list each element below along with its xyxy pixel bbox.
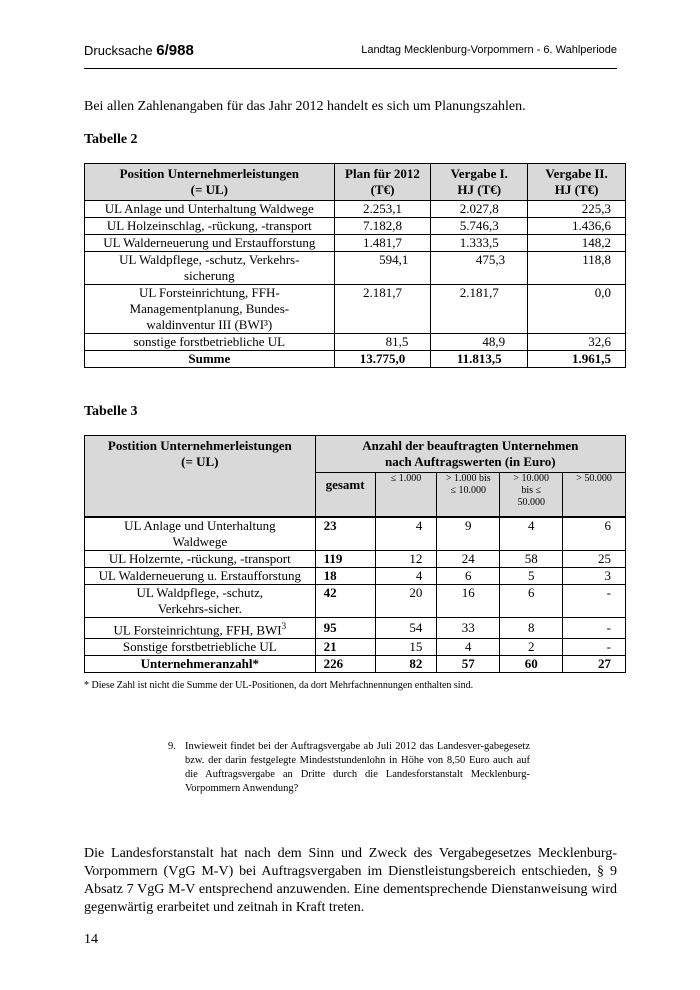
table-row — [85, 638, 626, 655]
table3-cell: UL Anlage und Unterhaltung Waldwege — [85, 517, 316, 551]
table-row — [85, 218, 626, 235]
table2-total-cell: Summe — [85, 351, 335, 368]
footnote: * Diese Zahl ist nicht die Summe der UL-Positionen, da dort Mehrfachnennungen enthalten sind. — [84, 680, 474, 691]
table3-cell: 12 — [375, 550, 437, 567]
table3-cell: UL Walderneuerung u. Erstaufforstung — [85, 567, 316, 584]
table3-total-cell: 57 — [437, 655, 500, 672]
table-row — [85, 517, 626, 551]
table3-cell — [85, 617, 316, 638]
question-text: Inwieweit findet bei der Auftragsvergabe ab Juli 2012 das Landesver-gabegesetz bzw. der darin festgelegte Mindeststundenlohn in Höhe von 8,50 Euro auch auf die Auftragsvergabe an Dritte durch die Landesforstanstalt Mecklenburg-Vorpommern Anwendung? — [185, 741, 530, 794]
table3-cell: 20 — [375, 584, 437, 617]
table2-total-cell: 13.775,0 — [334, 351, 431, 368]
table3-cell: 16 — [437, 584, 500, 617]
table2-cell: 48,9 — [431, 334, 528, 351]
table3-cell: 4 — [375, 567, 437, 584]
table3-subheader: > 10.000 bis ≤ 50.000 — [500, 473, 563, 517]
intro-paragraph: Bei allen Zahlenangaben für das Jahr 2012 handelt es sich um Planungszahlen. — [84, 99, 526, 114]
table2-cell: UL Waldpflege, -schutz, Verkehrs-sicherung — [85, 252, 335, 285]
table2-cell: 2.181,7 — [334, 285, 431, 334]
table-row — [85, 201, 626, 218]
table3-header-position: Postition Unternehmerleistungen (= UL) — [85, 436, 316, 517]
table2-cell: 1.481,7 — [334, 235, 431, 252]
table3-total-cell: 60 — [500, 655, 563, 672]
table2-cell: UL Anlage und Unterhaltung Waldwege — [85, 201, 335, 218]
table2-header-position: Position Unternehmerleistungen (= UL) — [85, 164, 335, 201]
document-reference — [84, 42, 194, 59]
table3-cell: 5 — [500, 567, 563, 584]
table2-cell: 118,8 — [528, 252, 626, 285]
table3-subheader: ≤ 1.000 — [375, 473, 437, 517]
table3-total-cell: 226 — [315, 655, 375, 672]
table2-cell: UL Walderneuerung und Erstaufforstung — [85, 235, 335, 252]
table-row — [85, 235, 626, 252]
table3-cell: - — [563, 638, 626, 655]
table2-total-cell: 1.961,5 — [528, 351, 626, 368]
table3-total-cell: 82 — [375, 655, 437, 672]
table-2 — [84, 163, 626, 368]
page-number: 14 — [84, 932, 98, 947]
table3-header-row — [85, 436, 626, 473]
table3-cell: 23 — [315, 517, 375, 551]
table2-cell: 225,3 — [528, 201, 626, 218]
table2-header-plan: Plan für 2012 (T€) — [334, 164, 431, 201]
table3-cell: 24 — [437, 550, 500, 567]
table3-total-row — [85, 655, 626, 672]
table3-cell: 3 — [563, 567, 626, 584]
table3-cell: 4 — [500, 517, 563, 551]
table-3 — [84, 435, 626, 673]
table3-cell: - — [563, 584, 626, 617]
table3-cell: 2 — [500, 638, 563, 655]
table-row — [85, 617, 626, 638]
table2-header-vergabe-1: Vergabe I. HJ (T€) — [431, 164, 528, 201]
table2-cell: 2.253,1 — [334, 201, 431, 218]
table-row — [85, 550, 626, 567]
table-row — [85, 567, 626, 584]
table-row — [85, 252, 626, 285]
table3-cell: 119 — [315, 550, 375, 567]
table2-cell: sonstige forstbetriebliche UL — [85, 334, 335, 351]
table3-cell: 6 — [437, 567, 500, 584]
table3-cell: 25 — [563, 550, 626, 567]
table2-cell: 475,3 — [431, 252, 528, 285]
table2-cell: UL Forsteinrichtung, FFH-Managementplanung, Bundes-waldinventur III (BWI³) — [85, 285, 335, 334]
table3-title: Tabelle 3 — [84, 404, 138, 419]
table3-cell: 58 — [500, 550, 563, 567]
table3-cell: UL Waldpflege, -schutz, Verkehrs-sicher. — [85, 584, 316, 617]
table2-cell: 2.027,8 — [431, 201, 528, 218]
answer-paragraph: Die Landesforstanstalt hat nach dem Sinn und Zweck des Vergabegesetzes Mecklenburg-Vorpommern (VgG M-V) bei Auftragsvergaben im Dienstleistungsbereich entschieden, § 9 Absatz 7 VgG M-V entsprechend anzuwenden. Eine dementsprechende Dienstanweisung wird gegenwärtig erarbeitet und zeitnah in Kraft treten. — [84, 846, 617, 915]
table3-cell: 15 — [375, 638, 437, 655]
question-number: 9. — [168, 741, 176, 752]
table3-cell: 8 — [500, 617, 563, 638]
table2-cell: 5.746,3 — [431, 218, 528, 235]
table2-cell: 7.182,8 — [334, 218, 431, 235]
table2-title: Tabelle 2 — [84, 132, 138, 147]
table2-header-row — [85, 164, 626, 201]
table2-cell: 594,1 — [334, 252, 431, 285]
table2-cell: 81,5 — [334, 334, 431, 351]
table2-header-vergabe-2: Vergabe II. HJ (T€) — [528, 164, 626, 201]
table2-cell: 1.333,5 — [431, 235, 528, 252]
table2-cell: 0,0 — [528, 285, 626, 334]
table3-subheader-gesamt: gesamt — [315, 473, 375, 517]
question-block — [168, 740, 530, 796]
table3-cell: - — [563, 617, 626, 638]
page-header — [84, 42, 617, 69]
table3-cell: 18 — [315, 567, 375, 584]
table3-cell: 95 — [315, 617, 375, 638]
table3-cell: 54 — [375, 617, 437, 638]
table2-cell: 148,2 — [528, 235, 626, 252]
table2-cell: 2.181,7 — [431, 285, 528, 334]
table3-cell-text: UL Forsteinrichtung, FFH, BWI — [113, 621, 282, 637]
drucksache-number: 6/988 — [156, 42, 194, 59]
table2-cell: 1.436,6 — [528, 218, 626, 235]
table3-total-cell: Unternehmeranzahl* — [85, 655, 316, 672]
table2-total-cell: 11.813,5 — [431, 351, 528, 368]
table3-total-cell: 27 — [563, 655, 626, 672]
table2-total-row — [85, 351, 626, 368]
table3-cell: 42 — [315, 584, 375, 617]
table3-cell: 6 — [500, 584, 563, 617]
table3-cell: 21 — [315, 638, 375, 655]
drucksache-label: Drucksache — [84, 43, 157, 58]
parliament-label: Landtag Mecklenburg-Vorpommern - 6. Wahlperiode — [361, 44, 617, 56]
table2-cell: UL Holzeinschlag, -rückung, -transport — [85, 218, 335, 235]
footnote-ref: 3 — [281, 620, 287, 631]
table-row — [85, 584, 626, 617]
table2-cell: 32,6 — [528, 334, 626, 351]
table3-cell: 33 — [437, 617, 500, 638]
table-row — [85, 334, 626, 351]
table3-cell: 4 — [437, 638, 500, 655]
table3-subheader: > 1.000 bis ≤ 10.000 — [437, 473, 500, 517]
table3-cell: 6 — [563, 517, 626, 551]
table3-header-group: Anzahl der beauftragten Unternehmen nach Auftragswerten (in Euro) — [315, 436, 625, 473]
table3-subheader: > 50.000 — [563, 473, 626, 517]
table3-cell: 4 — [375, 517, 437, 551]
table3-cell: Sonstige forstbetriebliche UL — [85, 638, 316, 655]
table3-cell: UL Holzernte, -rückung, -transport — [85, 550, 316, 567]
table-row — [85, 285, 626, 334]
table3-cell: 9 — [437, 517, 500, 551]
